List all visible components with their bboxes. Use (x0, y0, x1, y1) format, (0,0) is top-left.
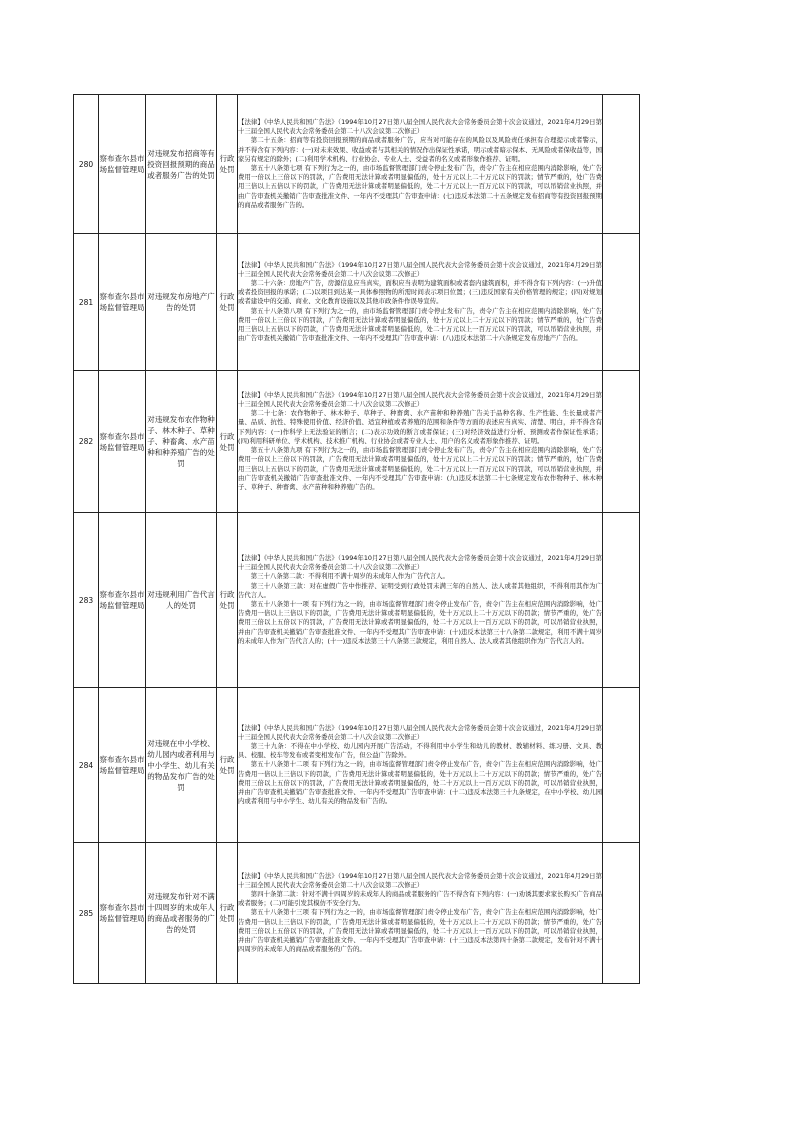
law-article: 第三十八条第二款：不得利用不满十周岁的未成年人作为广告代言人。 (250, 572, 449, 581)
power-type: 行政处罚 (217, 234, 238, 371)
table-row (74, 371, 640, 513)
law-citation: 【法律】《中华人民共和国广告法》（1994年10月27日第八届全国人民代表大会常务委员会第十次会议通过，2021年4月29日第十三届全国人民代表大会常务委员会第二十八次会议第二次修正） (238, 871, 602, 889)
row-number: 284 (74, 688, 99, 843)
legal-basis (238, 688, 603, 843)
remarks-cell (603, 234, 640, 371)
implementing-agency: 察布查尔县市场监督管理局 (99, 234, 146, 371)
implementing-agency: 察布查尔县市场监督管理局 (99, 371, 146, 513)
law-article: 第二十六条：房地产广告，房源信息应当真实，面积应当表明为建筑面积或者套内建筑面积，并不得含有下列内容：(一)升值或者投资回报的承诺；(二)以项目到达某一具体参照物的所需时间表示项目位置；(三)违反国家有关价格管理的规定；(四)对规划或者建设中的交通、商业、文化教育设施以及其他市政条件作误导宣传。 (238, 278, 602, 306)
law-article: 第四十条第二款：针对不满十四周岁的未成年人的商品或者服务的广告不得含有下列内容：(一)劝诱其要求家长购买广告商品或者服务；(二)可能引发其模仿不安全行为。 (238, 889, 602, 908)
remarks-cell (603, 688, 640, 843)
item-name: 对违规发布针对不满十四周岁的未成年人的商品或者服务的广告的处罚 (146, 843, 217, 984)
table-row (74, 234, 640, 371)
item-name: 对违规发布农作物种子、林木种子、草种子、种畜禽、水产苗种和种养殖广告的处罚 (146, 371, 217, 513)
legal-basis (238, 513, 603, 688)
law-article: 第五十八条第十一项 有下列行为之一的，由市场监督管理部门责令停止发布广告，责令广告主在相应范围内消除影响，处广告费用一倍以上三倍以下的罚款，广告费用无法计算或者明显偏低的，处十万元以上二十万元以下的罚款；情节严重的，处广告费用三倍以上五倍以下的罚款，广告费用无法计算或者明显偏低的，处二十万元以上一百万元以下的罚款，可以吊销营业执照，并由广告审查机关撤销广告审查批准文件、一年内不受理其广告审查申请：(十)违反本法第三十八条第二款规定，利用不满十周岁的未成年人作为广告代言人的；(十一)违反本法第三十八条第三款规定，利用自然人、法人或者其他组织作为广告代言人的。 (238, 600, 602, 645)
row-number: 282 (74, 371, 99, 513)
table-row (74, 95, 640, 234)
law-article: 第五十八条第八项 有下列行为之一的，由市场监督管理部门责令停止发布广告，责令广告主在相应范围内消除影响，处广告费用一倍以上三倍以下的罚款，广告费用无法计算或者明显偏低的，处十万元以上二十万元以下的罚款；情节严重的，处广告费用三倍以上五倍以下的罚款，广告费用无法计算或者明显偏低的，处二十万元以上一百万元以下的罚款，可以吊销营业执照，并由广告审查机关撤销广告审查批准文件、一年内不受理其广告审查申请：(八)违反本法第二十六条规定发布房地产广告的。 (238, 306, 602, 343)
power-type: 行政处罚 (217, 688, 238, 843)
law-article: 第五十八条第十二项 有下列行为之一的，由市场监督管理部门责令停止发布广告，责令广告主在相应范围内消除影响，处广告费用一倍以上三倍以下的罚款，广告费用无法计算或者明显偏低的，处十万元以上二十万元以下的罚款；情节严重的，处广告费用三倍以上五倍以下的罚款，广告费用无法计算或者明显偏低的，处二十万元以上一百万元以下的罚款，可以吊销营业执照，并由广告审查机关撤销广告审查批准文件、一年内不受理其广告审查申请：(十二)违反本法第三十九条规定，在中小学校、幼儿园内或者利用与中小学生、幼儿有关的物品发布广告的。 (238, 760, 602, 806)
implementing-agency: 察布查尔县市场监督管理局 (99, 95, 146, 234)
law-article: 第三十九条：不得在中小学校、幼儿园内开展广告活动，不得利用中小学生和幼儿的教材、教辅材料、练习册、文具、教具、校服、校车等发布或者变相发布广告，但公益广告除外。 (238, 741, 602, 760)
row-number: 283 (74, 513, 99, 688)
table-row (74, 843, 640, 984)
implementing-agency: 察布查尔县市场监督管理局 (99, 843, 146, 984)
item-name: 对违规发布招商等有投资回报预期的商品或者服务广告的处罚 (146, 95, 217, 234)
row-number: 285 (74, 843, 99, 984)
law-citation: 【法律】《中华人民共和国广告法》（1994年10月27日第八届全国人民代表大会常务委员会第十次会议通过，2021年4月29日第十三届全国人民代表大会常务委员会第二十八次会议第二次修正） (238, 390, 602, 409)
legal-basis (238, 371, 603, 513)
row-number: 280 (74, 95, 99, 234)
law-article: 第二十五条：招商等有投资回报预期的商品或者服务广告，应当对可能存在的风险以及风险责任承担有合理提示或者警示，并不得含有下列内容：(一)对未来效果、收益或者与其相关的情况作出保证性承诺，明示或者暗示保本、无风险或者保收益等，国家另有规定的除外；(二)利用学术机构、行业协会、专业人士、受益者的名义或者形象作推荐、证明。 (238, 136, 602, 163)
item-name: 对违规在中小学校、幼儿园内或者利用与中小学生、幼儿有关的物品发布广告的处罚 (146, 688, 217, 843)
power-type: 行政处罚 (217, 371, 238, 513)
law-article: 第三十八条第三款：对在虚假广告中作推荐、证明受到行政处罚未满三年的自然人、法人或者其他组织，不得利用其作为广告代言人。 (238, 581, 602, 599)
implementing-agency: 察布查尔县市场监督管理局 (99, 513, 146, 688)
law-citation: 【法律】《中华人民共和国广告法》（1994年10月27日第八届全国人民代表大会常务委员会第十次会议通过，2021年4月29日第十三届全国人民代表大会常务委员会第二十八次会议第二次修正） (238, 723, 602, 741)
table-body (74, 95, 640, 984)
legal-basis (238, 843, 603, 984)
row-number: 281 (74, 234, 99, 371)
legal-basis (238, 234, 603, 371)
remarks-cell (603, 513, 640, 688)
power-list-table (73, 94, 640, 984)
remarks-cell (603, 95, 640, 234)
law-citation: 【法律】《中华人民共和国广告法》（1994年10月27日第八届全国人民代表大会常务委员会第十次会议通过，2021年4月29日第十三届全国人民代表大会常务委员会第二十八次会议第二次修正） (238, 553, 602, 572)
law-article: 第五十八条第九项 有下列行为之一的，由市场监督管理部门责令停止发布广告，责令广告主在相应范围内消除影响，处广告费用一倍以上三倍以下的罚款，广告费用无法计算或者明显偏低的，处十万元以上二十万元以下的罚款；情节严重的，处广告费用三倍以上五倍以下的罚款，广告费用无法计算或者明显偏低的，处二十万元以上一百万元以下的罚款，可以吊销营业执照，并由广告审查机关撤销广告审查批准文件、一年内不受理其广告审查申请：(九)违反本法第二十七条规定发布农作物种子、林木种子、草种子、种畜禽、水产苗种和种养殖广告的。 (238, 446, 602, 491)
implementing-agency: 察布查尔县市场监督管理局 (99, 688, 146, 843)
remarks-cell (603, 843, 640, 984)
law-citation: 【法律】《中华人民共和国广告法》（1994年10月27日第八届全国人民代表大会常务委员会第十次会议通过，2021年4月29日第十三届全国人民代表大会常务委员会第二十八次会议第二次修正） (238, 117, 602, 136)
table-row (74, 513, 640, 688)
legal-basis (238, 95, 603, 234)
power-type: 行政处罚 (217, 513, 238, 688)
power-type: 行政处罚 (217, 95, 238, 234)
law-citation: 【法律】《中华人民共和国广告法》（1994年10月27日第八届全国人民代表大会常务委员会第十次会议通过，2021年4月29日第十三届全国人民代表大会常务委员会第二十八次会议第二次修正） (238, 260, 602, 278)
power-type: 行政处罚 (217, 843, 238, 984)
table-row (74, 688, 640, 843)
law-article: 第二十七条：农作物种子、林木种子、草种子、种畜禽、水产苗种和种养殖广告关于品种名称、生产性能、生长量或者产量、品质、抗性、特殊使用价值、经济价值、适宜种植或者养殖的范围和条件等方面的表述应当真实、清楚、明白，并不得含有下列内容：(一)作科学上无法验证的断言；(二)表示功效的断言或者保证；(三)对经济效益进行分析、预测或者作保证性承诺；(四)利用科研单位、学术机构、技术推广机构、行业协会或者专业人士、用户的名义或者形象作推荐、证明。 (238, 409, 602, 445)
item-name: 对违规利用广告代言人的处罚 (146, 513, 217, 688)
law-article: 第五十八条第七项 有下列行为之一的，由市场监督管理部门责令停止发布广告，责令广告主在相应范围内消除影响，处广告费用一倍以上三倍以下的罚款，广告费用无法计算或者明显偏低的，处十万元以上二十万元以下的罚款；情节严重的，处广告费用三倍以上五倍以下的罚款，广告费用无法计算或者明显偏低的，处二十万元以上一百万元以下的罚款，可以吊销营业执照，并由广告审查机关撤销广告审查批准文件、一年内不受理其广告审查申请：(七)违反本法第二十五条规定发布招商等有投资回报预期的商品或者服务广告的。 (238, 164, 602, 209)
remarks-cell (603, 371, 640, 513)
item-name: 对违规发布房地产广告的处罚 (146, 234, 217, 371)
law-article: 第五十八条第十三项 有下列行为之一的，由市场监督管理部门责令停止发布广告，责令广告主在相应范围内消除影响，处广告费用一倍以上三倍以下的罚款，广告费用无法计算或者明显偏低的，处十万元以上二十万元以下的罚款；情节严重的，处广告费用三倍以上五倍以下的罚款，广告费用无法计算或者明显偏低的，处二十万元以上一百万元以下的罚款，可以吊销营业执照，并由广告审查机关撤销广告审查批准文件、一年内不受理其广告审查申请：(十三)违反本法第四十条第二款规定，发布针对不满十四周岁的未成年人的商品或者服务的广告的。 (238, 908, 602, 954)
